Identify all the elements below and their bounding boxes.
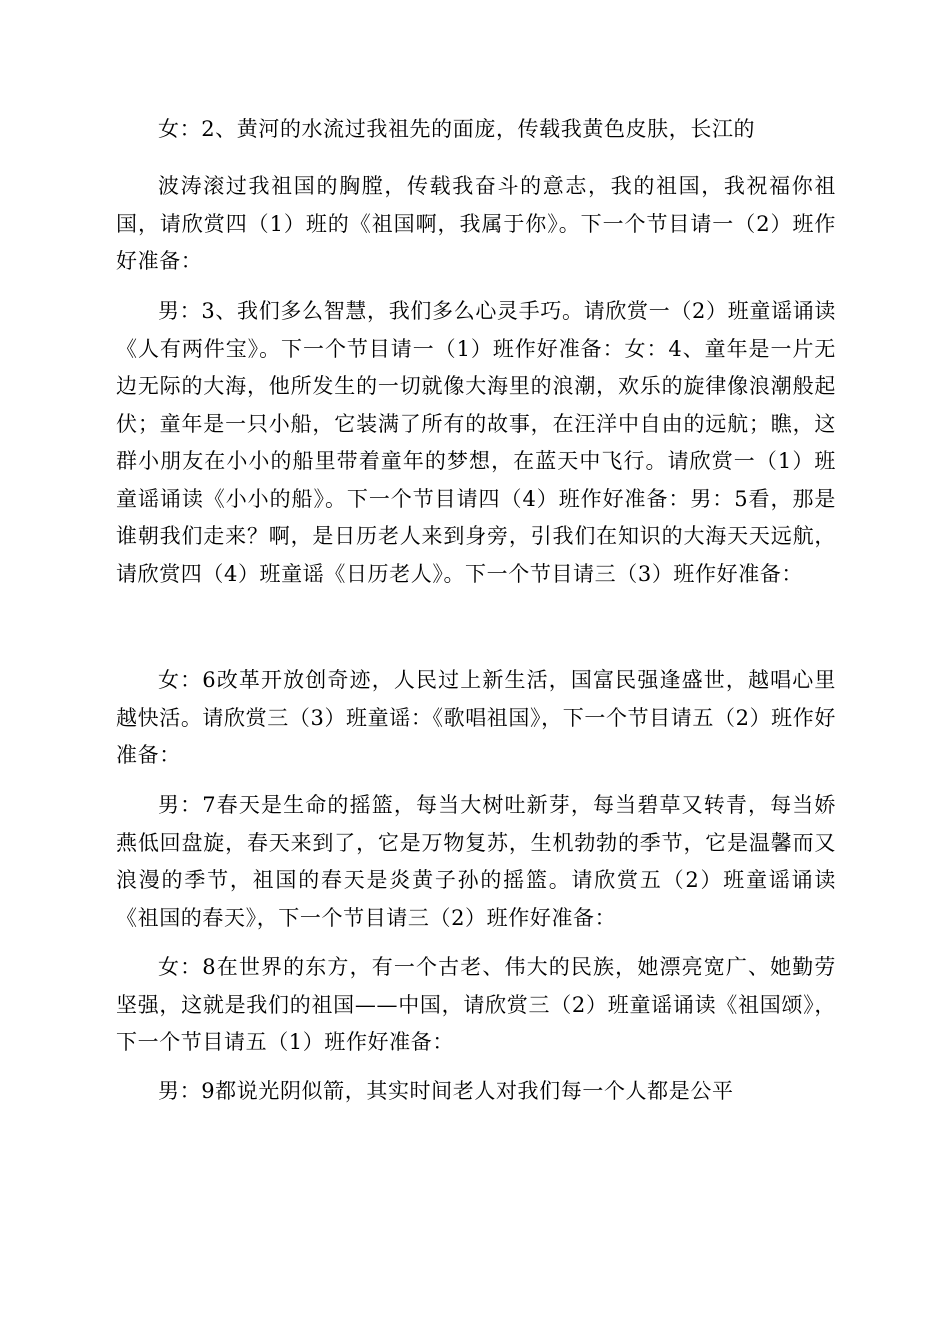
paragraph-female-8: 女：8在世界的东方，有一个古老、伟大的民族，她漂亮宽广、她勤劳坚强，这就是我们的祖国——中国，请欣赏三（2）班童谣诵读《祖国颂》，下一个节目请五（1）班作好准备： <box>116 955 836 1054</box>
paragraph-male-3-to-5: 男：3、我们多么智慧，我们多么心灵手巧。请欣赏一（2）班童谣诵读《人有两件宝》。下一个节目请一（1）班作好准备：女：4、童年是一片无边无际的大海，他所发生的一切就像大海里的浪潮，欢乐的旋律像浪潮般起伏；童年是一只小船，它装满了所有的故事，在汪洋中自由的远航；瞧，这群小朋友在小小的船里带着童年的梦想，在蓝天中飞行。请欣赏一（1）班童谣诵读《小小的船》。下一个节目请四（4）班作好准备：男：5看，那是谁朝我们走来？啊，是日历老人来到身旁，引我们在知识的大海天天远航，请欣赏四（4）班童谣《日历老人》。下一个节目请三（3）班作好准备： <box>116 299 836 586</box>
paragraph-male-9: 男：9都说光阴似箭，其实时间老人对我们每一个人都是公平 <box>158 1079 734 1103</box>
paragraph-female-6: 女：6改革开放创奇迹，人民过上新生活，国富民强逢盛世，越唱心里越快活。请欣赏三（3）班童谣：《歌唱祖国》，下一个节目请五（2）班作好准备： <box>116 668 836 767</box>
paragraph-continuation-2: 波涛滚过我祖国的胸膛，传载我奋斗的意志，我的祖国，我祝福你祖国，请欣赏四（1）班的《祖国啊，我属于你》。下一个节目请一（2）班作好准备： <box>116 174 836 273</box>
paragraph-female-2: 女：2、黄河的水流过我祖先的面庞，传载我黄色皮肤，长江的 <box>158 117 756 141</box>
paragraph-male-7: 男：7春天是生命的摇篮，每当大树吐新芽，每当碧草又转青，每当娇燕低回盘旋，春天来到了，它是万物复苏，生机勃勃的季节，它是温馨而又浪漫的季节，祖国的春天是炎黄子孙的摇篮。请欣赏五（2）班童谣诵读《祖国的春天》，下一个节目请三（2）班作好准备： <box>116 793 836 930</box>
